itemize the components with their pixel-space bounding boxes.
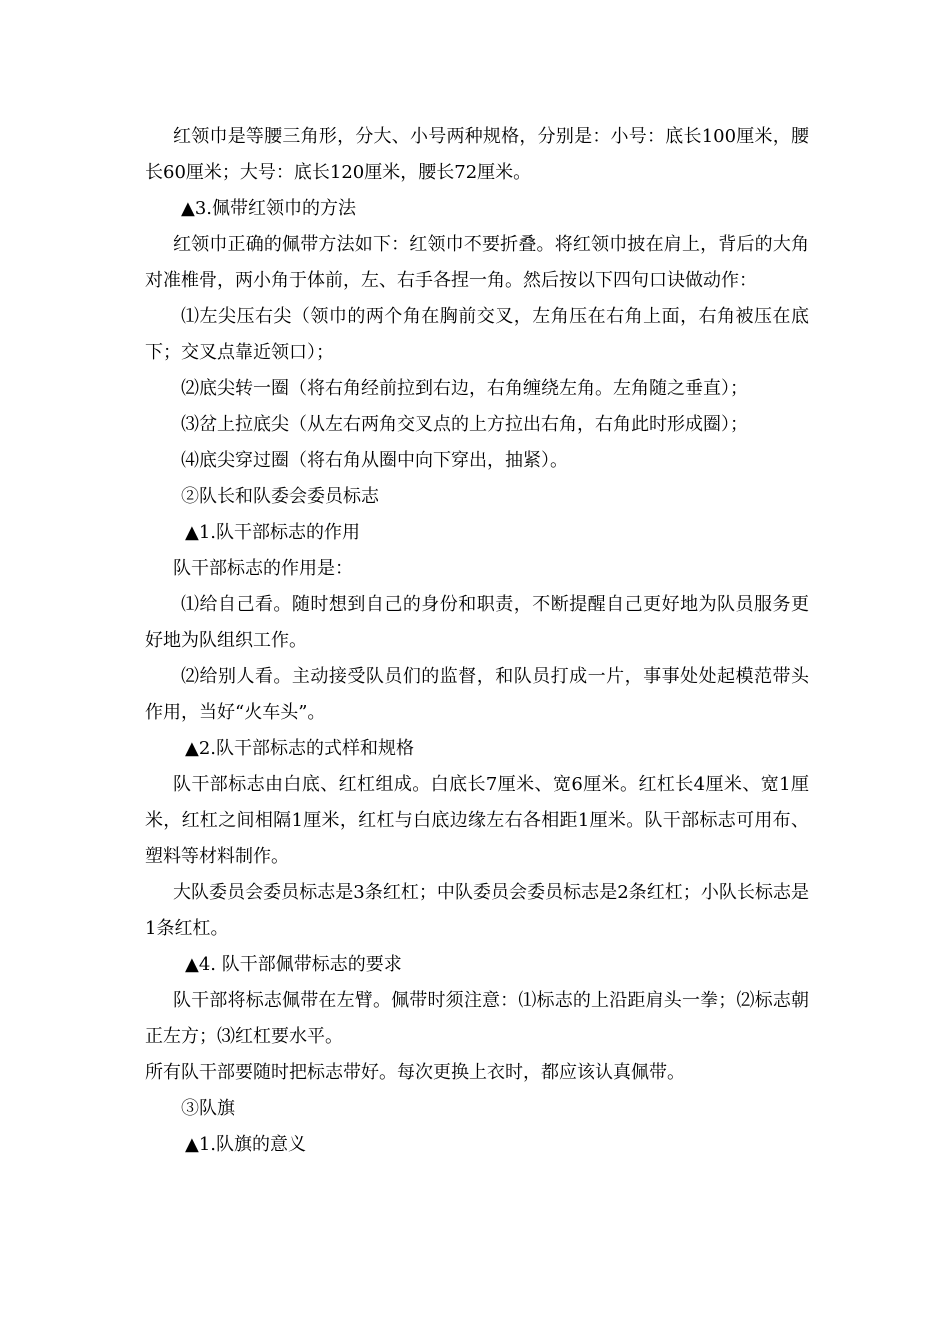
section-heading-flag: ③队旗 [181, 1098, 235, 1119]
list-item-purpose-1: ⑴给自己看。随时想到自己的身份和职责，不断提醒自己更好地为队员服务更好地为队组织工作。 [145, 594, 809, 651]
section-heading-badges: ②队长和队委会委员标志 [181, 486, 379, 507]
paragraph-scarf-sizes: 红领巾是等腰三角形，分大、小号两种规格，分别是：小号：底长100厘米，腰长60厘米；大号：底长120厘米，腰长72厘米。 [145, 126, 809, 183]
list-item-step-1: ⑴左尖压右尖（领巾的两个角在胸前交叉，左角压在右角上面，右角被压在底下；交叉点靠近领口）； [145, 306, 809, 363]
paragraph-badge-style: 队干部标志由白底、红杠组成。白底长7厘米、宽6厘米。红杠长4厘米、宽1厘米，红杠之间相隔1厘米，红杠与白底边缘左右各相距1厘米。队干部标志可用布、塑料等材料制作。 [145, 774, 809, 867]
paragraph-badge-reminder: 所有队干部要随时把标志带好。每次更换上衣时，都应该认真佩带。 [145, 1062, 685, 1083]
list-item-step-2: ⑵底尖转一圈（将右角经前拉到右边，右角缠绕左角。左角随之垂直）； [181, 378, 748, 399]
document-body [145, 119, 809, 1163]
paragraph-badge-stripes: 大队委员会委员标志是3条红杠；中队委员会委员标志是2条红杠；小队长标志是1条红杠。 [145, 882, 809, 939]
list-item-step-4: ⑷底尖穿过圈（将右角从圈中向下穿出，抽紧）。 [181, 450, 568, 471]
list-item-step-3: ⑶岔上拉底尖（从左右两角交叉点的上方拉出右角，右角此时形成圈）； [181, 414, 748, 435]
list-item-purpose-2: ⑵给别人看。主动接受队员们的监督，和队员打成一片，事事处处起模范带头作用，当好“火车头”。 [145, 666, 809, 723]
paragraph-badge-purpose-intro: 队干部标志的作用是： [173, 558, 353, 579]
heading-badge-style: ▲2.队干部标志的式样和规格 [185, 738, 415, 759]
heading-wearing-method: ▲3.佩带红领巾的方法 [181, 198, 357, 219]
heading-badge-wearing: ▲4. 队干部佩带标志的要求 [185, 954, 402, 975]
heading-badge-purpose: ▲1.队干部标志的作用 [185, 522, 361, 543]
paragraph-wearing-intro: 红领巾正确的佩带方法如下：红领巾不要折叠。将红领巾披在肩上，背后的大角对准椎骨，两小角于体前，左、右手各捏一角。然后按以下四句口诀做动作： [145, 234, 809, 291]
heading-flag-meaning: ▲1.队旗的意义 [185, 1134, 307, 1155]
paragraph-badge-wearing: 队干部将标志佩带在左臂。佩带时须注意：⑴标志的上沿距肩头一拳；⑵标志朝正左方；⑶红杠要水平。 [145, 990, 809, 1047]
